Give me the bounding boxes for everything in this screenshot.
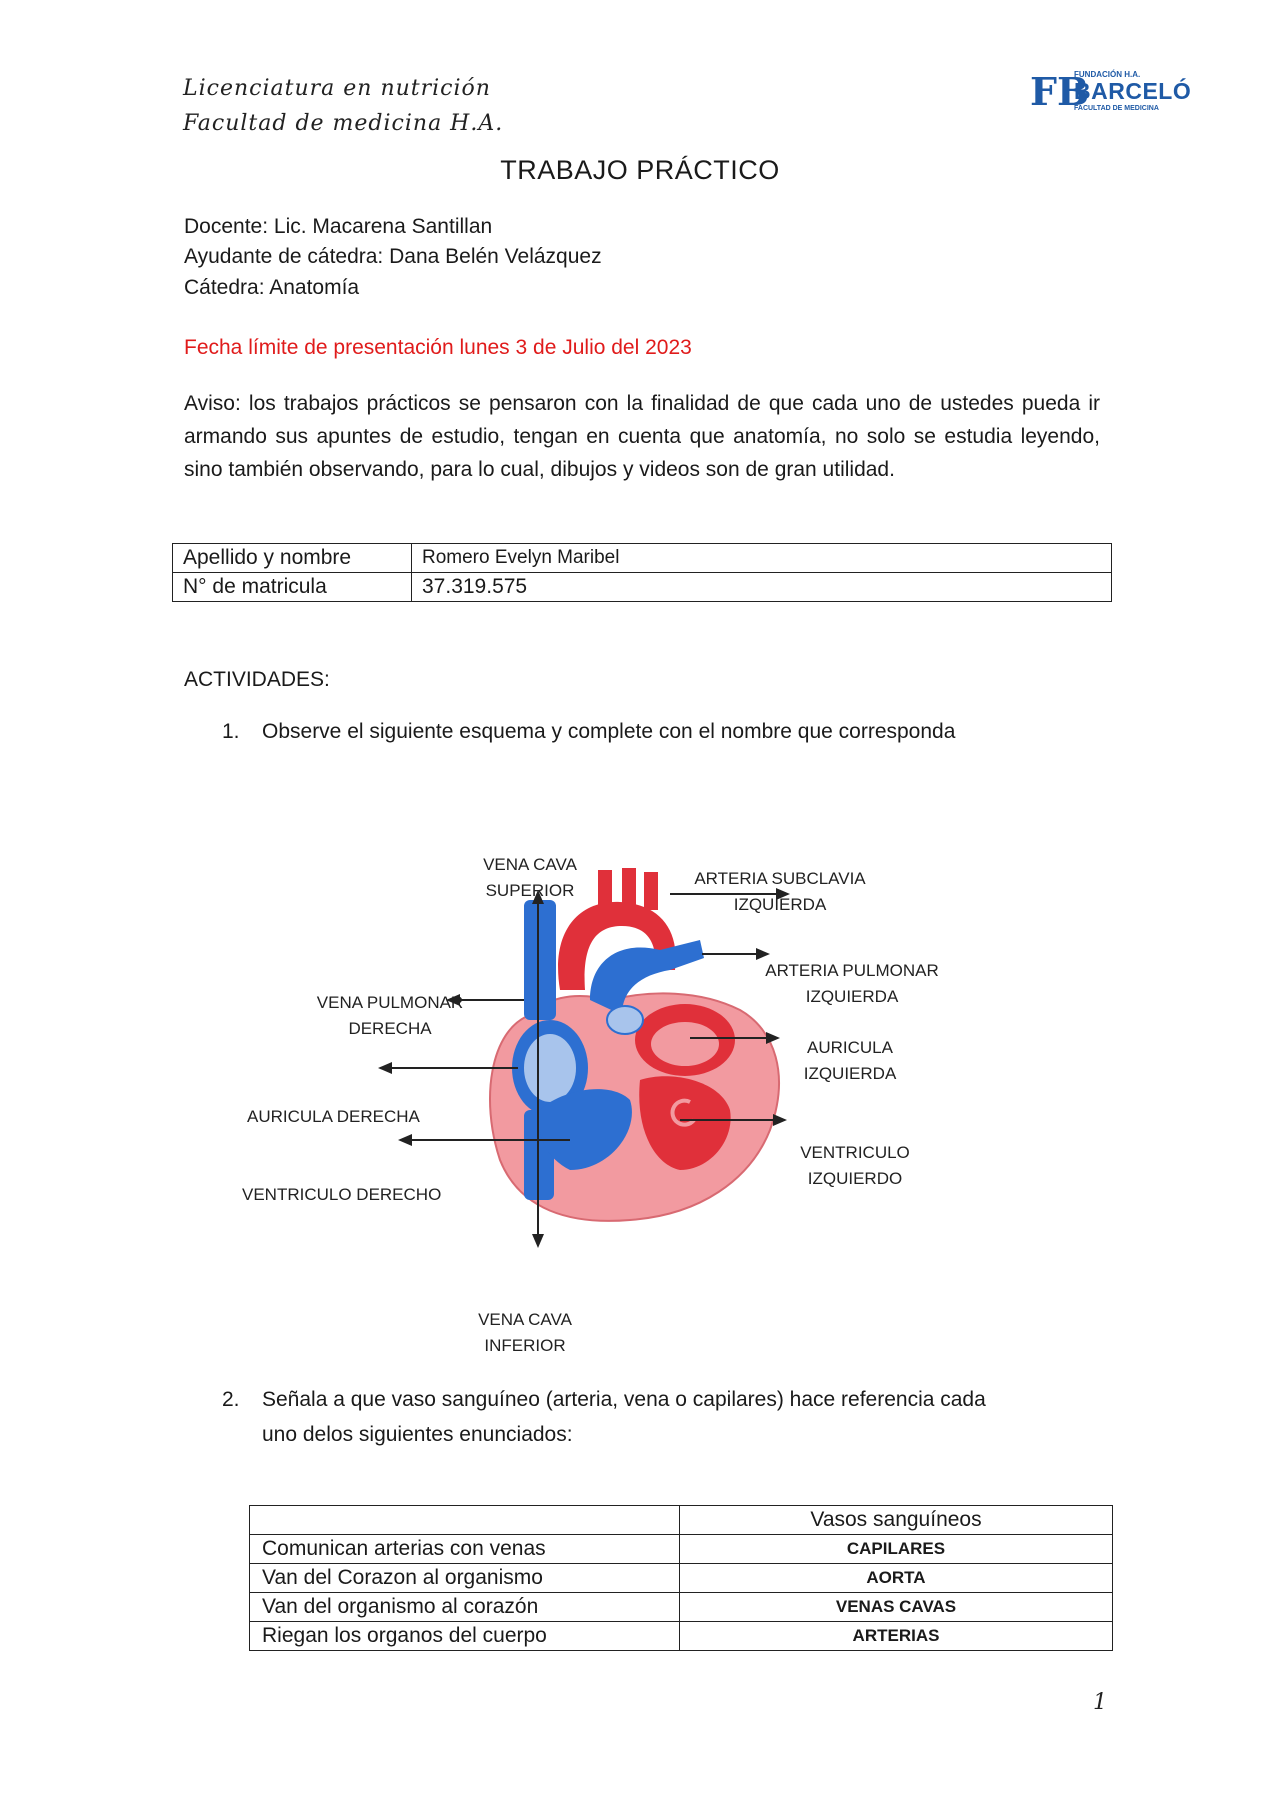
table-header-row: [250, 1506, 1113, 1535]
activity-1-number: 1.: [222, 720, 240, 743]
table-header-empty: [250, 1506, 680, 1535]
label-line: ARTERIA SUBCLAVIA: [694, 869, 866, 888]
student-name-value: Romero Evelyn Maribel: [412, 544, 1112, 573]
header-faculty: Facultad de medicina H.A.: [183, 111, 504, 136]
label-vena-cava-superior: [460, 852, 600, 904]
table-header-vessels: Vasos sanguíneos: [680, 1506, 1113, 1535]
brachiocephalic-artery: [598, 870, 612, 910]
label-vena-cava-inferior: [455, 1307, 595, 1359]
label-line: VENA PULMONAR: [316, 993, 464, 1012]
subject-line: Cátedra: Anatomía: [184, 276, 360, 299]
label-line: VENA CAVA: [483, 855, 577, 874]
table-row: [173, 544, 1112, 573]
activities-heading: ACTIVIDADES:: [184, 668, 330, 691]
logo-small-top: FUNDACIÓN H.A.: [1074, 70, 1141, 79]
teacher-line: Docente: Lic. Macarena Santillan: [184, 215, 493, 238]
label-line: SUPERIOR: [485, 881, 575, 900]
label-auricula-izquierda: [770, 1035, 930, 1087]
answer-cell: VENAS CAVAS: [680, 1593, 1113, 1622]
arrowhead-right-atrium: [378, 1062, 392, 1074]
logo-small-bottom: FACULTAD DE MEDICINA: [1074, 105, 1159, 112]
label-line: IZQUIERDA: [733, 895, 827, 914]
superior-vena-cava: [524, 900, 556, 1020]
answer-cell: ARTERIAS: [680, 1622, 1113, 1651]
statement-cell: Comunican arterias con venas: [250, 1535, 680, 1564]
label-auricula-derecha: AURICULA DERECHA: [247, 1107, 420, 1126]
student-id-value: 37.319.575: [412, 573, 1112, 602]
logo-name: BARCELÓ: [1074, 78, 1192, 104]
label-line: AURICULA: [807, 1038, 893, 1057]
left-subclavian-artery: [644, 872, 658, 910]
label-arteria-subclavia: [680, 866, 880, 918]
left-carotid-artery: [622, 868, 636, 908]
activity-2-text-line-1: Señala a que vaso sanguíneo (arteria, vena o capilares) hace referencia cada: [262, 1388, 986, 1411]
table-row: [250, 1622, 1113, 1651]
student-info-table: [172, 543, 1112, 602]
label-line: ARTERIA PULMONAR: [765, 961, 939, 980]
label-line: VENA CAVA: [478, 1310, 572, 1329]
arrowhead-bottom: [532, 1234, 544, 1248]
label-line: INFERIOR: [484, 1336, 566, 1355]
table-row: [250, 1593, 1113, 1622]
label-line: IZQUIERDA: [805, 987, 899, 1006]
assistant-line: Ayudante de cátedra: Dana Belén Velázquez: [184, 245, 602, 268]
notice-paragraph: Aviso: los trabajos prácticos se pensaron con la finalidad de que cada uno de ustedes pueda ir armando sus apuntes de estudio, tengan en cuenta que anatomía, no solo se estudia leyendo, sino también observando, para lo cual, dibujos y videos son de gran utilidad.: [184, 392, 1100, 481]
student-name-label: Apellido y nombre: [173, 544, 412, 573]
answer-cell: CAPILARES: [680, 1535, 1113, 1564]
label-vena-pulmonar: [300, 990, 480, 1042]
label-ventriculo-derecho: VENTRICULO DERECHO: [242, 1185, 442, 1204]
label-line: IZQUIERDA: [803, 1064, 897, 1083]
label-line: VENTRICULO: [800, 1143, 910, 1162]
label-ventriculo-izquierdo: [775, 1140, 935, 1192]
barcelo-logo: [1030, 64, 1190, 122]
pulmonary-valve: [607, 1006, 643, 1034]
statement-cell: Riegan los organos del cuerpo: [250, 1622, 680, 1651]
table-row: [173, 573, 1112, 602]
statement-cell: Van del organismo al corazón: [250, 1593, 680, 1622]
label-line: DERECHA: [348, 1019, 432, 1038]
activity-2-number: 2.: [222, 1388, 240, 1411]
activity-2-text-line-2: uno delos siguientes enunciados:: [262, 1423, 573, 1446]
student-id-label: N° de matricula: [173, 573, 412, 602]
activity-1-text: Observe el siguiente esquema y complete con el nombre que corresponda: [262, 720, 956, 743]
arrowhead-left-ventricle: [773, 1114, 787, 1126]
vessels-table: [249, 1505, 1113, 1651]
right-atrium-inner: [524, 1034, 576, 1102]
arrowhead-right-ventricle: [398, 1134, 412, 1146]
table-row: [250, 1564, 1113, 1593]
logo-mark: FB: [1030, 69, 1090, 114]
page-title: TRABAJO PRÁCTICO: [500, 155, 780, 185]
label-line: IZQUIERDO: [807, 1169, 903, 1188]
left-atrium-inner: [651, 1022, 719, 1066]
page-number: 1: [1093, 1690, 1108, 1715]
label-arteria-pulmonar: [752, 958, 952, 1010]
answer-cell: AORTA: [680, 1564, 1113, 1593]
deadline-notice: Fecha límite de presentación lunes 3 de Julio del 2023: [184, 336, 692, 359]
statement-cell: Van del Corazon al organismo: [250, 1564, 680, 1593]
header-program: Licenciatura en nutrición: [183, 76, 491, 101]
table-row: [250, 1535, 1113, 1564]
